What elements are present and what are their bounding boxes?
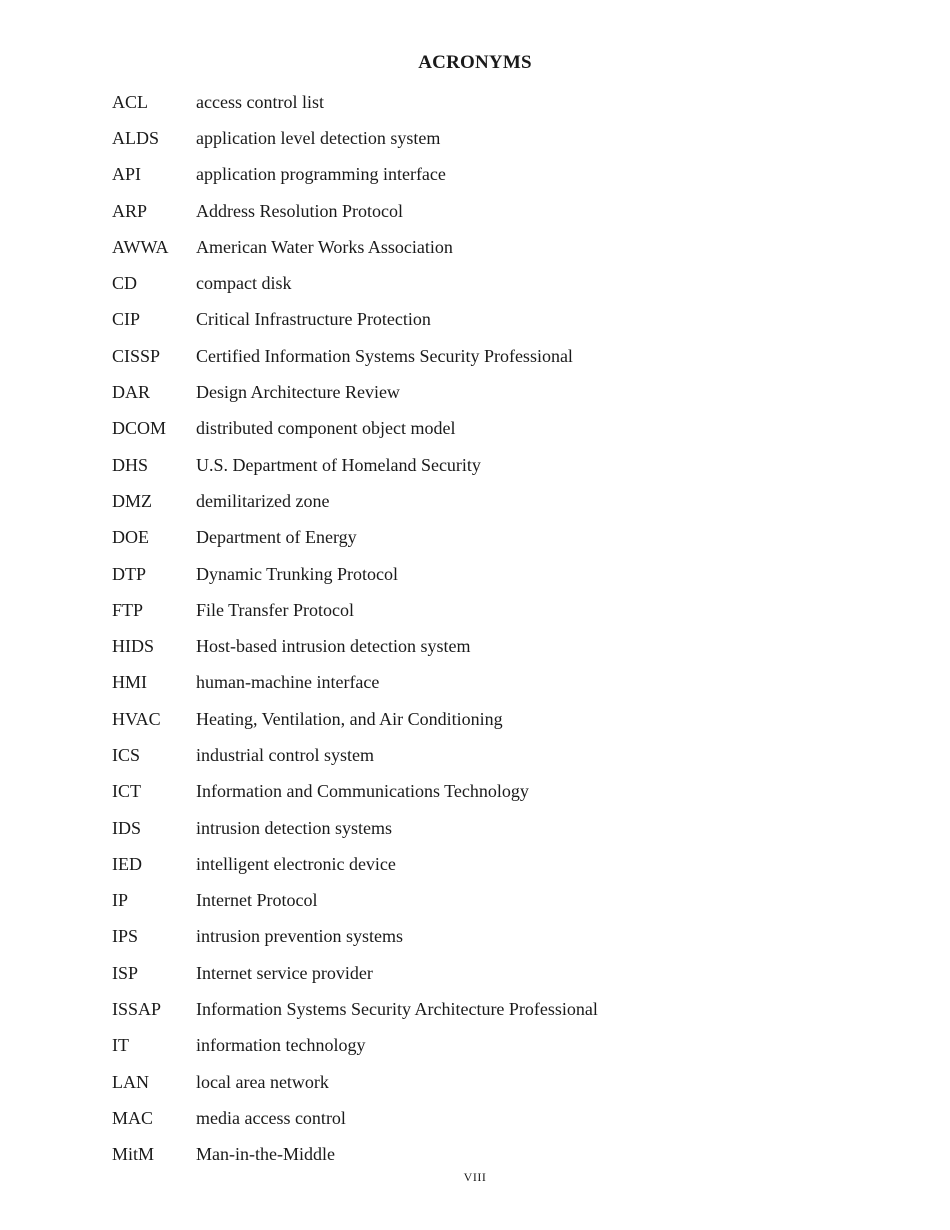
acronym-definition: industrial control system: [196, 744, 374, 765]
acronym-abbreviation: IDS: [112, 817, 142, 838]
acronym-definition: compact disk: [196, 273, 292, 294]
acronym-abbreviation: ICT: [112, 781, 141, 802]
acronym-row: [112, 701, 812, 737]
acronym-definition: distributed component object model: [196, 418, 456, 439]
acronym-abbreviation: HIDS: [112, 636, 155, 657]
acronym-definition: intrusion detection systems: [196, 817, 392, 838]
acronym-abbreviation: DOE: [112, 527, 149, 548]
acronym-abbreviation: DHS: [112, 454, 149, 475]
acronym-abbreviation: CIP: [112, 309, 141, 330]
acronym-abbreviation: DAR: [112, 382, 151, 403]
acronym-abbreviation: IPS: [112, 926, 139, 947]
acronym-row: [112, 193, 812, 229]
acronym-definition: demilitarized zone: [196, 490, 330, 511]
acronym-row: [112, 374, 812, 410]
acronym-abbreviation: API: [112, 164, 142, 185]
acronym-definition: intelligent electronic device: [196, 853, 396, 874]
acronym-row: [112, 1064, 812, 1100]
acronym-row: [112, 955, 812, 991]
acronym-abbreviation: ALDS: [112, 127, 160, 148]
acronym-abbreviation: IP: [112, 890, 129, 911]
acronym-row: [112, 157, 812, 193]
acronym-definition: Internet service provider: [196, 962, 373, 983]
acronym-definition: Information and Communications Technology: [196, 781, 529, 802]
acronym-row: [112, 302, 812, 338]
acronym-abbreviation: CISSP: [112, 345, 161, 366]
acronym-definition: Dynamic Trunking Protocol: [196, 563, 399, 584]
acronym-list: [112, 84, 812, 1173]
acronym-row: [112, 447, 812, 483]
acronym-row: [112, 520, 812, 556]
acronym-row: [112, 338, 812, 374]
acronym-definition: application programming interface: [196, 164, 446, 185]
acronym-abbreviation: ISSAP: [112, 999, 162, 1020]
acronym-definition: Address Resolution Protocol: [196, 200, 403, 221]
acronym-row: [112, 120, 812, 156]
acronym-definition: Man-in-the-Middle: [196, 1144, 335, 1165]
acronym-definition: Information Systems Security Architecture Professional: [196, 999, 598, 1020]
acronym-abbreviation: AWWA: [112, 236, 169, 257]
acronym-abbreviation: DCOM: [112, 418, 167, 439]
acronym-row: [112, 556, 812, 592]
acronym-definition: human-machine interface: [196, 672, 380, 693]
acronym-abbreviation: DMZ: [112, 490, 152, 511]
acronym-abbreviation: MAC: [112, 1107, 154, 1128]
acronym-abbreviation: FTP: [112, 599, 144, 620]
acronym-definition: information technology: [196, 1035, 366, 1056]
acronym-definition: Design Architecture Review: [196, 382, 400, 403]
page-number: VIII: [463, 1170, 487, 1184]
acronym-row: [112, 991, 812, 1027]
acronym-row: [112, 84, 812, 120]
acronym-row: [112, 774, 812, 810]
acronym-row: [112, 229, 812, 265]
acronym-row: [112, 883, 812, 919]
acronym-row: [112, 810, 812, 846]
acronym-row: [112, 665, 812, 701]
acronym-abbreviation: MitM: [112, 1144, 155, 1165]
acronym-abbreviation: ISP: [112, 962, 139, 983]
acronym-definition: Host-based intrusion detection system: [196, 636, 471, 657]
acronym-row: [112, 265, 812, 301]
acronym-definition: American Water Works Association: [196, 236, 453, 257]
acronym-row: [112, 846, 812, 882]
acronym-definition: Critical Infrastructure Protection: [196, 309, 431, 330]
acronym-definition: media access control: [196, 1107, 346, 1128]
acronym-row: [112, 1028, 812, 1064]
acronym-row: [112, 628, 812, 664]
acronym-definition: Heating, Ventilation, and Air Conditioning: [196, 708, 503, 729]
acronym-abbreviation: ARP: [112, 200, 148, 221]
acronym-row: [112, 592, 812, 628]
acronym-abbreviation: ICS: [112, 744, 141, 765]
acronym-definition: Department of Energy: [196, 527, 357, 548]
acronym-definition: Internet Protocol: [196, 890, 318, 911]
acronym-row: [112, 483, 812, 519]
acronym-abbreviation: DTP: [112, 563, 147, 584]
acronym-abbreviation: IED: [112, 853, 142, 874]
acronym-row: [112, 1100, 812, 1136]
acronym-abbreviation: ACL: [112, 91, 148, 112]
acronym-definition: U.S. Department of Homeland Security: [196, 454, 481, 475]
acronym-definition: local area network: [196, 1071, 329, 1092]
acronym-row: [112, 919, 812, 955]
acronym-definition: File Transfer Protocol: [196, 599, 355, 620]
acronym-definition: Certified Information Systems Security Professional: [196, 345, 573, 366]
acronym-abbreviation: LAN: [112, 1071, 149, 1092]
acronym-abbreviation: HMI: [112, 672, 147, 693]
acronym-definition: application level detection system: [196, 127, 441, 148]
acronym-row: [112, 1137, 812, 1173]
acronym-abbreviation: IT: [112, 1035, 129, 1056]
acronym-row: [112, 737, 812, 773]
acronym-row: [112, 411, 812, 447]
acronym-abbreviation: CD: [112, 273, 138, 294]
acronym-abbreviation: HVAC: [112, 708, 161, 729]
acronym-definition: access control list: [196, 91, 324, 112]
page-title: ACRONYMS: [418, 52, 532, 73]
acronym-definition: intrusion prevention systems: [196, 926, 403, 947]
